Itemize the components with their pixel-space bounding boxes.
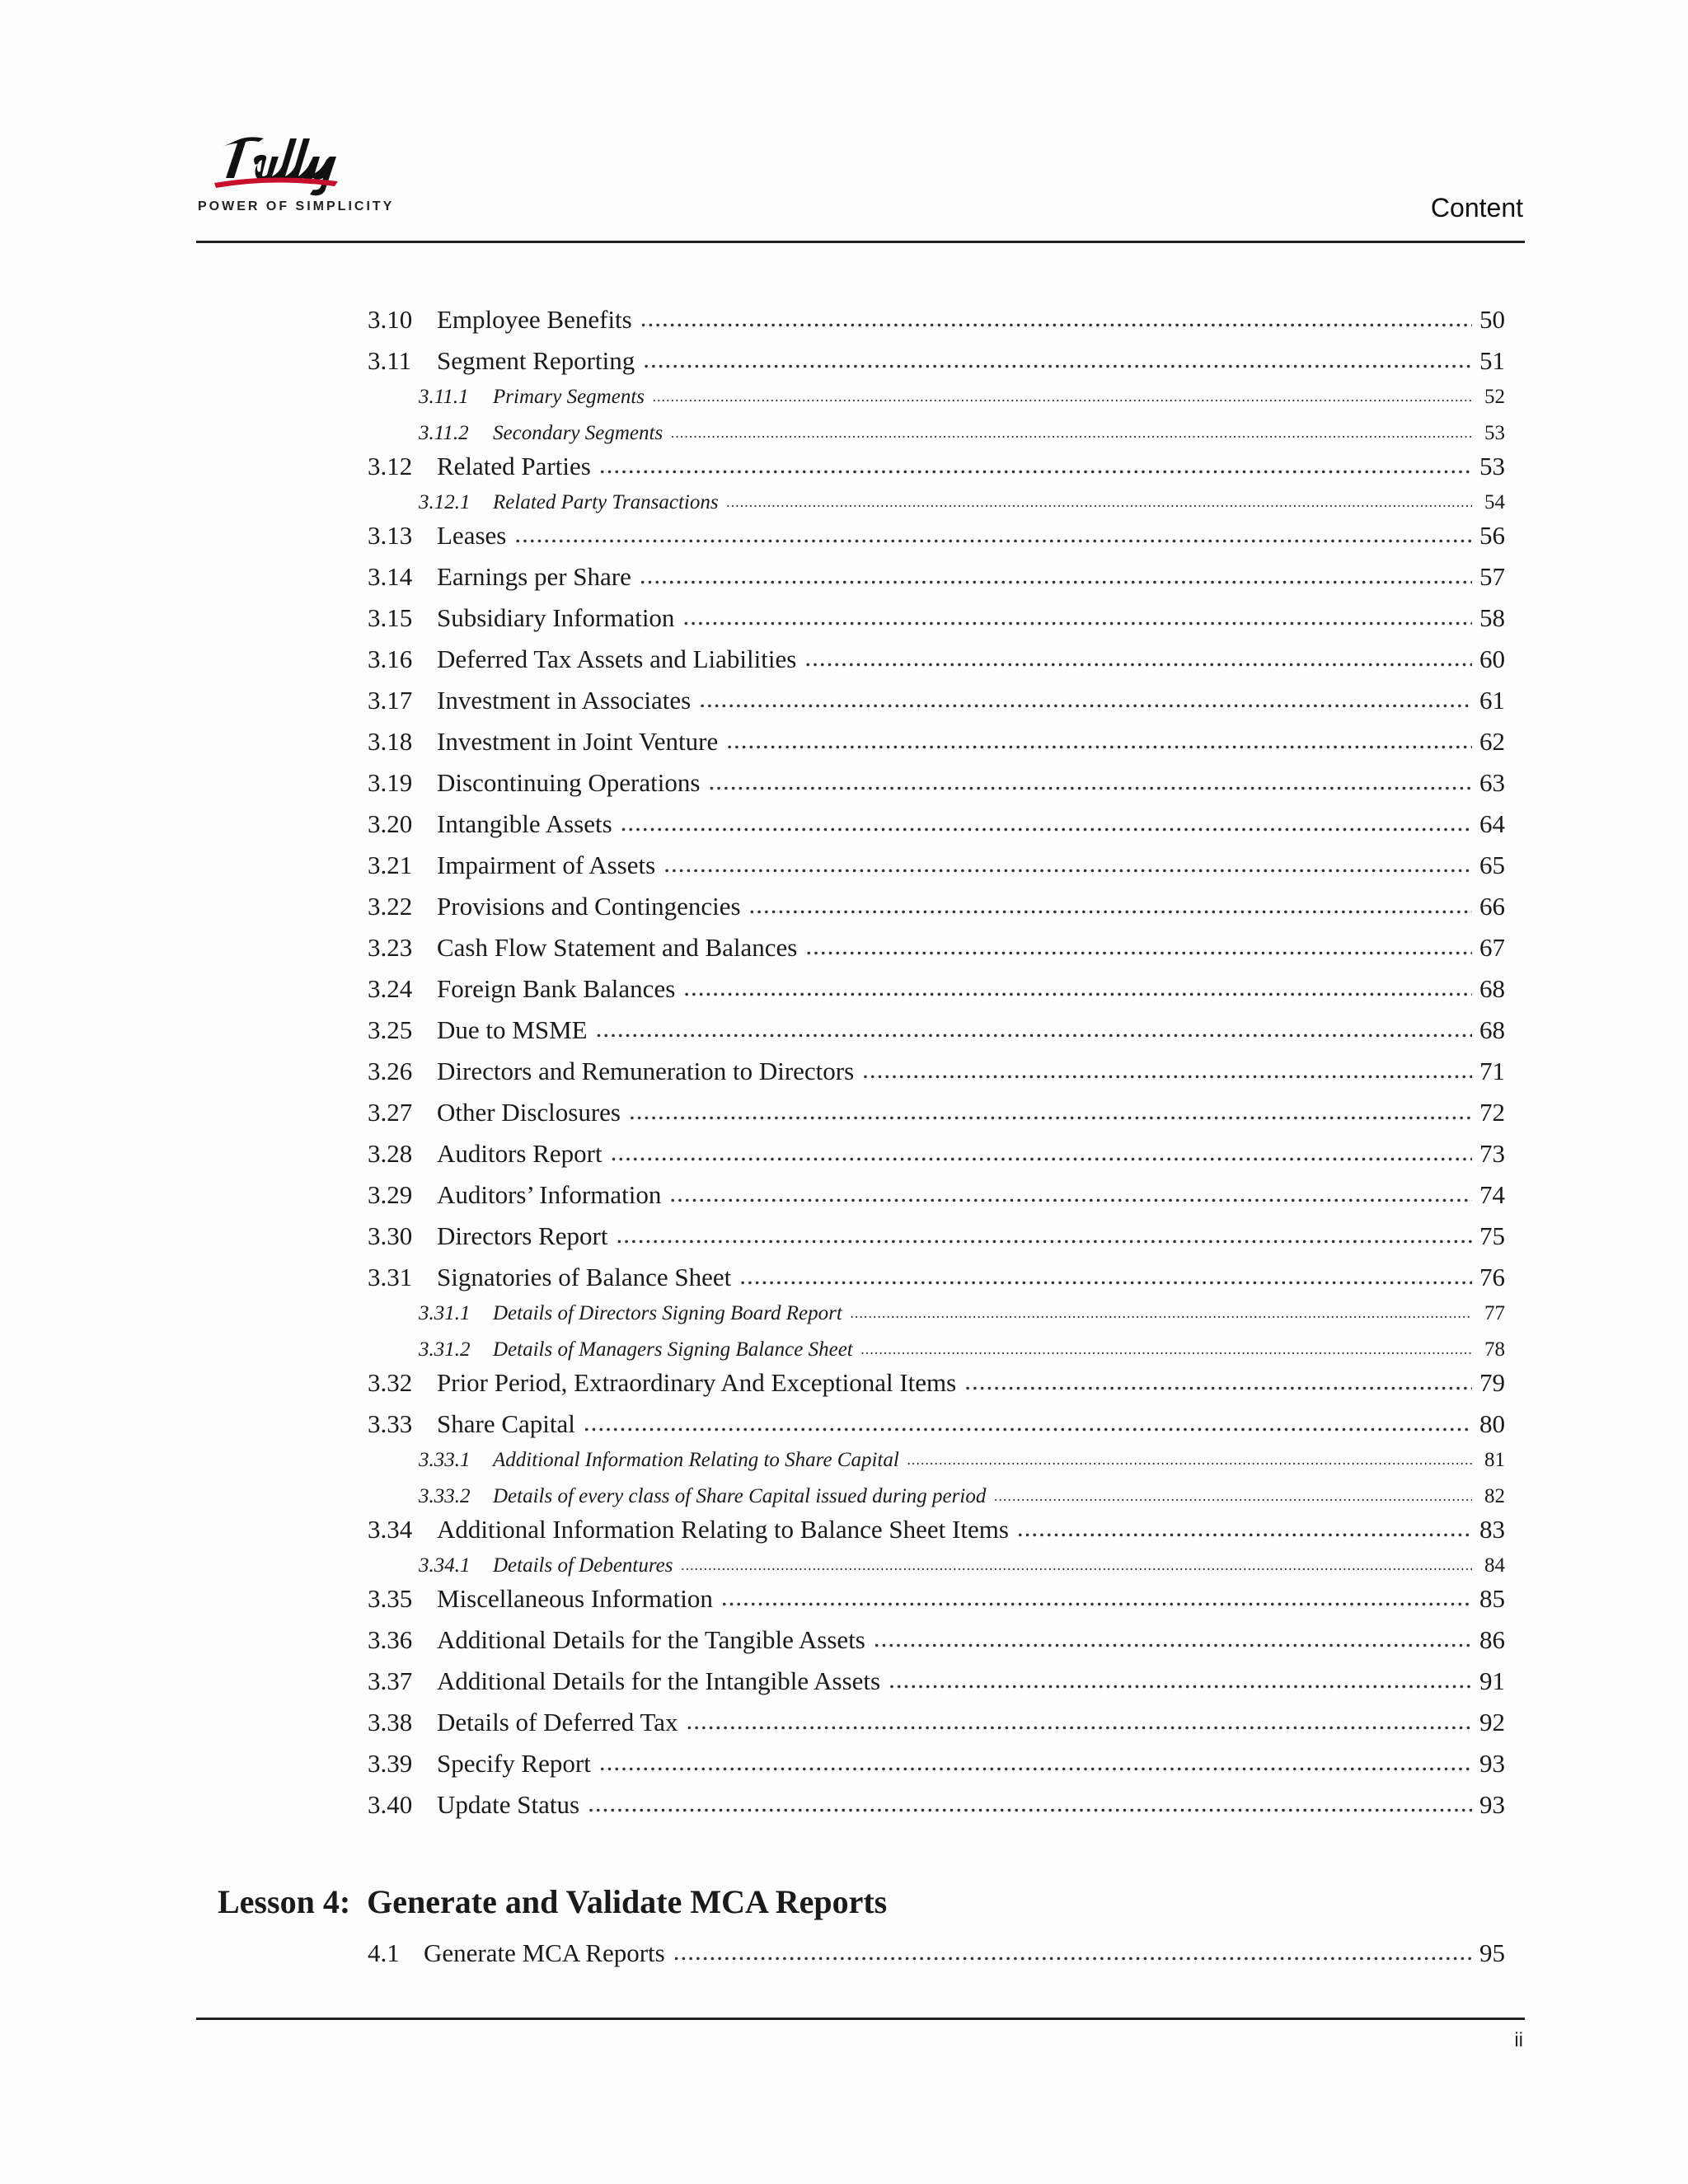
toc-entry-page: 85: [1479, 1584, 1505, 1613]
dot-leader: [673, 1937, 1472, 1966]
dot-leader: [708, 766, 1472, 796]
toc-entry-page: 71: [1479, 1057, 1505, 1085]
toc-entry-number: 3.40: [368, 1790, 413, 1819]
toc-entry-number: 3.14: [368, 562, 413, 591]
toc-entry-title: Directors and Remuneration to Directors: [437, 1057, 855, 1085]
dot-leader: [749, 890, 1472, 920]
toc-entry-number: 3.37: [368, 1666, 413, 1695]
toc-entry-number: 3.30: [368, 1221, 413, 1250]
toc-entry-number: 3.33.1: [419, 1449, 471, 1471]
dot-leader: [862, 1055, 1472, 1085]
toc-entry-title: Details of Debentures: [493, 1554, 673, 1577]
dot-leader: [663, 849, 1472, 879]
toc-entry-number: 3.12.1: [419, 491, 471, 513]
toc-entry-number: 3.31.2: [419, 1338, 471, 1361]
toc-entry-number: 3.26: [368, 1057, 413, 1085]
toc-entry[interactable]: [368, 727, 1505, 760]
toc-entry-title: Secondary Segments: [493, 422, 663, 444]
toc-entry-page: 60: [1479, 644, 1505, 673]
toc-entry-page: 72: [1479, 1098, 1505, 1127]
dot-leader: [994, 1488, 1472, 1505]
toc-subentry[interactable]: [419, 1302, 1505, 1330]
dot-leader: [681, 1557, 1472, 1574]
toc-entry[interactable]: [368, 1584, 1505, 1617]
toc-entry-title: Investment in Joint Venture: [437, 727, 719, 756]
dot-leader: [653, 388, 1472, 405]
toc-entry[interactable]: [368, 1057, 1505, 1090]
toc-entry-title: Due to MSME: [437, 1015, 588, 1044]
toc-entry-title: Additional Details for the Tangible Assets: [437, 1625, 865, 1654]
dot-leader: [804, 643, 1472, 673]
dot-leader: [588, 1788, 1472, 1818]
footer-rule: [196, 2018, 1525, 2020]
toc-entry[interactable]: [368, 562, 1505, 595]
toc-entry[interactable]: [368, 933, 1505, 966]
toc-entry-page: 75: [1479, 1221, 1505, 1250]
toc-entry-page: 86: [1479, 1625, 1505, 1654]
toc-entry-number: 3.39: [368, 1749, 413, 1778]
toc-subentry[interactable]: [419, 491, 1505, 519]
section-title: Content: [1430, 193, 1523, 223]
toc-entry[interactable]: [368, 1666, 1505, 1699]
tagline: POWER OF SIMPLICITY: [198, 199, 395, 213]
toc-entry[interactable]: [368, 1015, 1505, 1048]
dot-leader: [616, 1220, 1472, 1249]
dot-leader: [1017, 1513, 1472, 1543]
tally-logo-icon: [198, 132, 379, 198]
dot-leader: [514, 519, 1472, 549]
toc-entry-number: 3.15: [368, 603, 413, 632]
toc-entry-number: 3.34: [368, 1515, 413, 1544]
toc-entry[interactable]: [368, 1515, 1505, 1548]
toc-entry-page: 77: [1484, 1302, 1505, 1324]
toc-entry-page: 93: [1479, 1790, 1505, 1819]
toc-entry-title: Details of Directors Signing Board Report: [493, 1302, 842, 1324]
toc-entry-number: 3.29: [368, 1180, 413, 1209]
toc-entry-title: Additional Information Relating to Balance Sheet Items: [437, 1515, 1009, 1544]
dot-leader: [640, 303, 1472, 333]
toc-entry-title: Update Status: [437, 1790, 580, 1819]
toc-entry-title: Other Disclosures: [437, 1098, 621, 1127]
dot-leader: [669, 1179, 1472, 1208]
toc-entry-number: 3.27: [368, 1098, 413, 1127]
toc-entry-page: 66: [1479, 892, 1505, 921]
lesson-title: Generate and Validate MCA Reports: [367, 1883, 888, 1920]
toc-entry-page: 74: [1479, 1180, 1505, 1209]
toc-subentry[interactable]: [419, 1338, 1505, 1366]
dot-leader: [727, 494, 1472, 511]
dot-leader: [640, 560, 1472, 590]
toc-entry-number: 3.11: [368, 346, 412, 375]
toc-entry-page: 53: [1479, 452, 1505, 480]
dot-leader: [596, 1014, 1472, 1043]
toc-entry-number: 3.18: [368, 727, 413, 756]
toc-entry-number: 3.24: [368, 974, 413, 1003]
toc-entry-title: Related Parties: [437, 452, 591, 480]
toc-entry-title: Impairment of Assets: [437, 851, 656, 879]
toc-entry-number: 3.21: [368, 851, 413, 879]
dot-leader: [889, 1665, 1472, 1694]
toc-entry-title: Specify Report: [437, 1749, 591, 1778]
dot-leader: [629, 1096, 1472, 1126]
dot-leader: [621, 808, 1472, 837]
dot-leader: [861, 1341, 1472, 1358]
dot-leader: [726, 725, 1472, 755]
toc-entry-number: 3.35: [368, 1584, 413, 1613]
toc-entry[interactable]: [368, 851, 1505, 883]
lesson-number: Lesson 4:: [218, 1883, 351, 1920]
dot-leader: [964, 1366, 1472, 1396]
toc-entry-number: 3.13: [368, 521, 413, 550]
dot-leader: [683, 972, 1472, 1002]
toc-entry-page: 52: [1484, 386, 1505, 408]
toc-entry-page: 58: [1479, 603, 1505, 632]
dot-leader: [671, 424, 1472, 442]
toc-entry-title: Discontinuing Operations: [437, 768, 701, 797]
dot-leader: [599, 450, 1472, 480]
header-rule: [196, 241, 1525, 243]
toc-entry-page: 76: [1479, 1263, 1505, 1291]
toc-entry-page: 78: [1484, 1338, 1505, 1361]
toc-entry-title: Details of Managers Signing Balance Sheet: [493, 1338, 853, 1361]
toc-entry-page: 67: [1479, 933, 1505, 962]
toc-entry-title: Miscellaneous Information: [437, 1584, 713, 1613]
lesson-heading: [218, 1882, 887, 1921]
toc-entry[interactable]: [368, 1938, 1505, 1971]
toc-entry-title: Prior Period, Extraordinary And Exceptional Items: [437, 1368, 957, 1397]
toc-entry[interactable]: [368, 1098, 1505, 1131]
toc-entry-page: 81: [1484, 1449, 1505, 1471]
toc-subentry[interactable]: [419, 1449, 1505, 1477]
toc-entry-number: 3.19: [368, 768, 413, 797]
toc-entry-number: 3.36: [368, 1625, 413, 1654]
toc-subentry[interactable]: [419, 386, 1505, 414]
toc-entry-title: Generate MCA Reports: [424, 1938, 665, 1967]
toc-entry-page: 53: [1484, 422, 1505, 444]
toc-entry-page: 91: [1479, 1666, 1505, 1695]
toc-entry-title: Employee Benefits: [437, 305, 632, 334]
toc-entry[interactable]: [368, 603, 1505, 636]
dot-leader: [721, 1582, 1472, 1612]
toc-entry-page: 57: [1479, 562, 1505, 591]
toc-entry-title: Earnings per Share: [437, 562, 631, 591]
toc-entry-page: 84: [1484, 1554, 1505, 1577]
toc-entry-page: 93: [1479, 1749, 1505, 1778]
toc-entry-number: 3.22: [368, 892, 413, 921]
toc-entry-page: 51: [1479, 346, 1505, 375]
toc-entry-number: 3.20: [368, 809, 413, 838]
toc-subentry[interactable]: [419, 1554, 1505, 1582]
dot-leader: [643, 344, 1472, 374]
toc-entry-page: 63: [1479, 768, 1505, 797]
toc-entry-number: 3.16: [368, 644, 413, 673]
page-number: ii: [1514, 2029, 1523, 2051]
toc-entry[interactable]: [368, 1263, 1505, 1296]
toc-entry-page: 82: [1484, 1485, 1505, 1507]
dot-leader: [805, 931, 1472, 961]
toc-entry-title: Directors Report: [437, 1221, 608, 1250]
toc-entry[interactable]: [368, 1708, 1505, 1741]
toc-entry-title: Investment in Associates: [437, 686, 692, 715]
toc-entry[interactable]: [368, 809, 1505, 842]
toc-entry-title: Primary Segments: [493, 386, 645, 408]
toc-entry-page: 73: [1479, 1139, 1505, 1168]
dot-leader: [739, 1261, 1472, 1291]
toc-entry-title: Segment Reporting: [437, 346, 635, 375]
toc-entry-title: Share Capital: [437, 1409, 575, 1438]
toc-entry-number: 3.10: [368, 305, 413, 334]
toc-entry-number: 3.11.2: [419, 422, 469, 444]
toc-entry-number: 3.38: [368, 1708, 413, 1736]
toc-entry-page: 68: [1479, 974, 1505, 1003]
toc-entry[interactable]: [368, 1749, 1505, 1782]
toc-entry[interactable]: [368, 1409, 1505, 1442]
toc-entry-page: 56: [1479, 521, 1505, 550]
toc-entry-page: 68: [1479, 1015, 1505, 1044]
toc-entry-title: Cash Flow Statement and Balances: [437, 933, 798, 962]
toc-entry[interactable]: [368, 1180, 1505, 1213]
dot-leader: [699, 684, 1472, 714]
dot-leader: [874, 1624, 1472, 1653]
toc-entry[interactable]: [368, 644, 1505, 677]
toc-entry[interactable]: [368, 521, 1505, 554]
toc-entry-number: 3.34.1: [419, 1554, 471, 1577]
toc-entry[interactable]: [368, 1221, 1505, 1254]
toc-entry-number: 3.25: [368, 1015, 413, 1044]
toc-entry-page: 79: [1479, 1368, 1505, 1397]
toc-entry-page: 65: [1479, 851, 1505, 879]
toc-entry-title: Details of every class of Share Capital issued during period: [493, 1485, 987, 1507]
toc-entry-title: Subsidiary Information: [437, 603, 675, 632]
toc-entry-page: 62: [1479, 727, 1505, 756]
toc-entry[interactable]: [368, 974, 1505, 1007]
toc-subentry[interactable]: [419, 1485, 1505, 1513]
toc-entry-number: 3.31: [368, 1263, 413, 1291]
toc-entry-page: 95: [1479, 1938, 1505, 1967]
toc-entry-page: 92: [1479, 1708, 1505, 1736]
dot-leader: [682, 602, 1472, 631]
toc-entry-page: 54: [1484, 491, 1505, 513]
dot-leader: [599, 1747, 1472, 1777]
toc-entry[interactable]: [368, 1790, 1505, 1823]
toc-entry[interactable]: [368, 768, 1505, 801]
toc-entry[interactable]: [368, 1368, 1505, 1401]
toc-entry-number: 3.12: [368, 452, 413, 480]
toc-entry-number: 3.28: [368, 1139, 413, 1168]
toc-entry-number: 4.1: [368, 1938, 400, 1967]
dot-leader: [687, 1706, 1473, 1736]
toc-entry-page: 83: [1479, 1515, 1505, 1544]
toc-entry-title: Provisions and Contingencies: [437, 892, 741, 921]
dot-leader: [907, 1451, 1472, 1469]
toc-entry-page: 64: [1479, 809, 1505, 838]
toc-entry[interactable]: [368, 892, 1505, 925]
toc-entry[interactable]: [368, 346, 1505, 379]
toc-entry-title: Related Party Transactions: [493, 491, 719, 513]
toc-entry-page: 61: [1479, 686, 1505, 715]
toc-entry-number: 3.23: [368, 933, 413, 962]
toc-entry-number: 3.31.1: [419, 1302, 471, 1324]
toc-entry[interactable]: [368, 452, 1505, 485]
toc-entry-title: Signatories of Balance Sheet: [437, 1263, 732, 1291]
toc-entry-title: Auditors Report: [437, 1139, 603, 1168]
toc-entry-number: 3.33: [368, 1409, 413, 1438]
toc-entry-number: 3.17: [368, 686, 413, 715]
toc-entry-number: 3.11.1: [419, 386, 469, 408]
toc-entry-title: Additional Information Relating to Share Capital: [493, 1449, 899, 1471]
toc-entry-title: Leases: [437, 521, 507, 550]
toc-entry-number: 3.33.2: [419, 1485, 471, 1507]
toc-entry-page: 50: [1479, 305, 1505, 334]
toc-entry-title: Foreign Bank Balances: [437, 974, 676, 1003]
toc-entry-title: Auditors’ Information: [437, 1180, 662, 1209]
toc-entry[interactable]: [368, 1625, 1505, 1658]
toc-entry[interactable]: [368, 1139, 1505, 1172]
toc-subentry[interactable]: [419, 422, 1505, 450]
dot-leader: [851, 1305, 1472, 1322]
dot-leader: [584, 1408, 1472, 1437]
toc-entry-number: 3.32: [368, 1368, 413, 1397]
toc-entry[interactable]: [368, 686, 1505, 719]
toc-entry[interactable]: [368, 305, 1505, 338]
dot-leader: [611, 1137, 1472, 1167]
toc-entry-title: Details of Deferred Tax: [437, 1708, 678, 1736]
toc-entry-title: Additional Details for the Intangible Assets: [437, 1666, 881, 1695]
toc-entry-page: 80: [1479, 1409, 1505, 1438]
toc-entry-title: Intangible Assets: [437, 809, 612, 838]
toc-entry-title: Deferred Tax Assets and Liabilities: [437, 644, 797, 673]
